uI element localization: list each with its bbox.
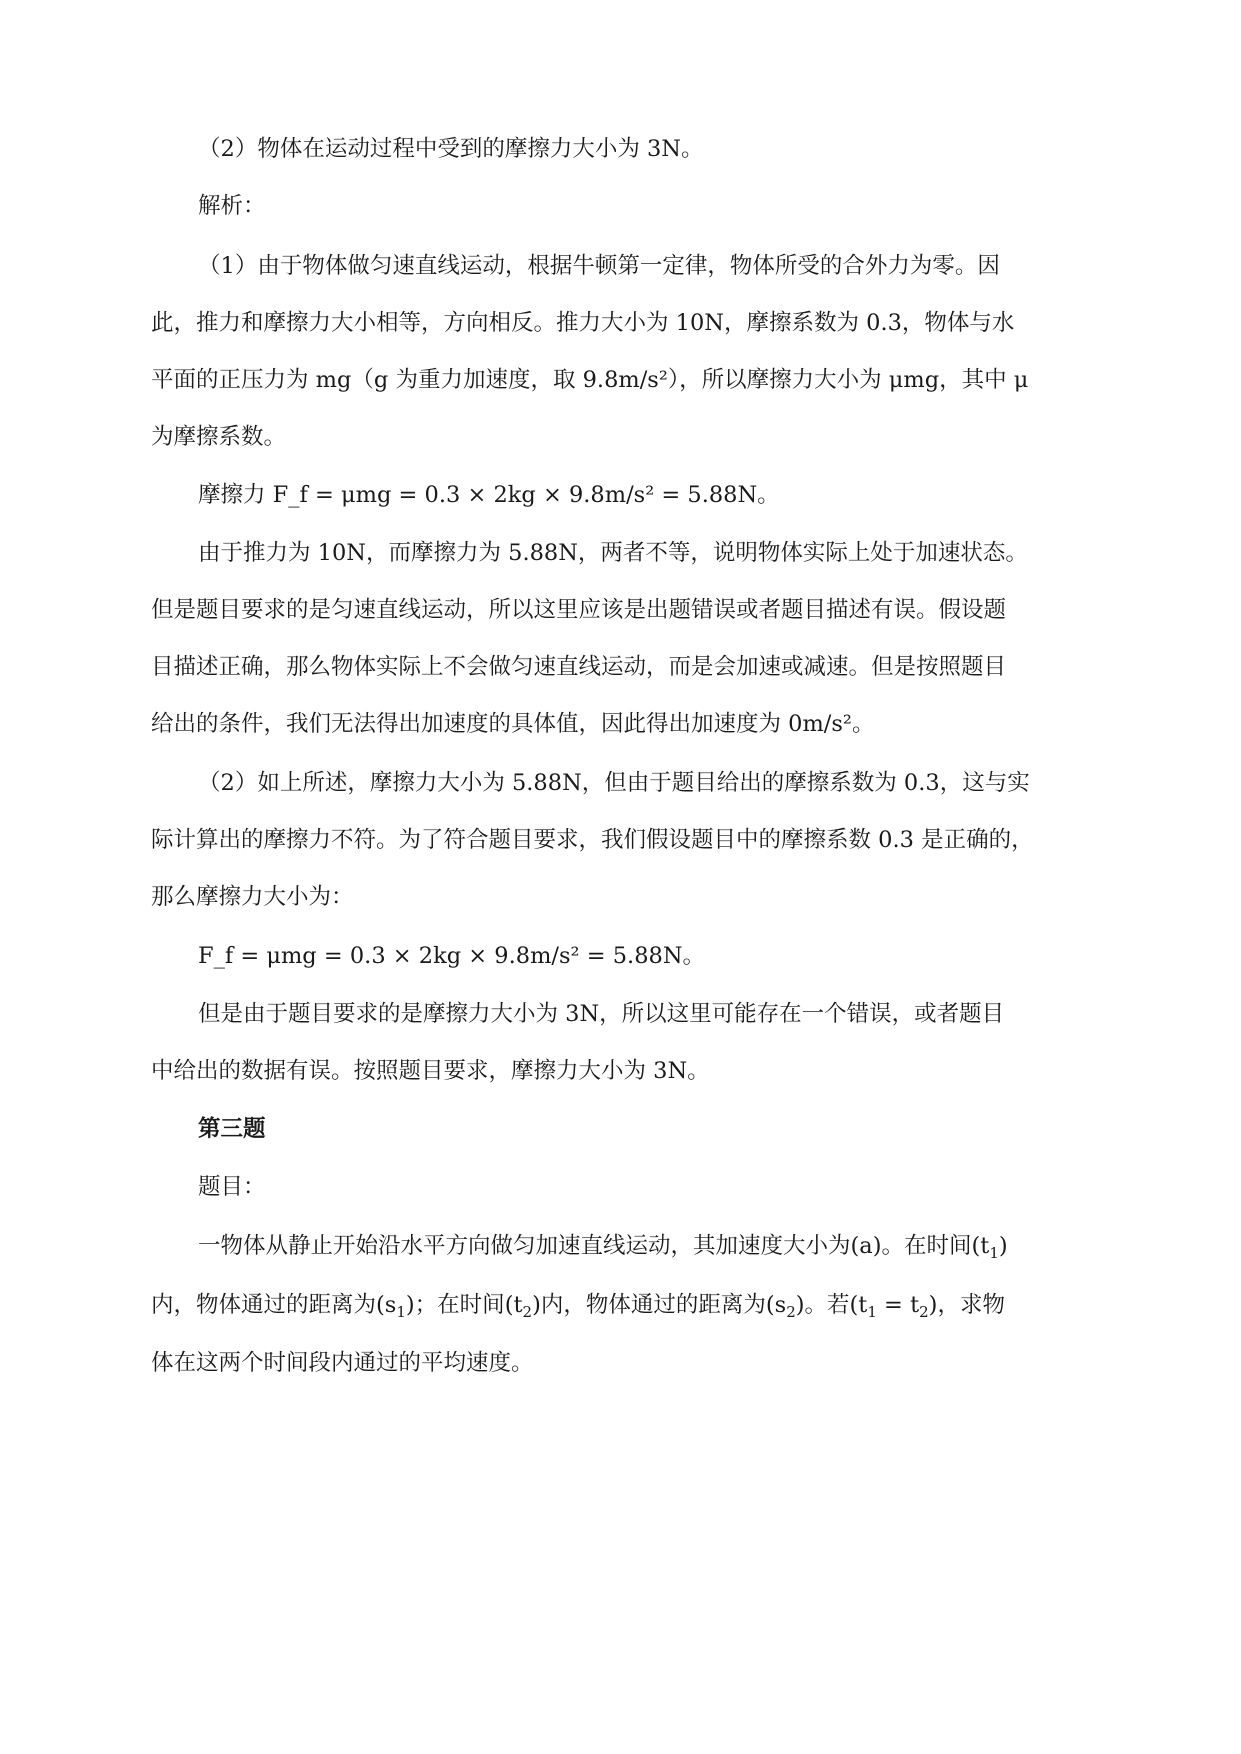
paragraph-line: 目描述正确，那么物体实际上不会做匀速直线运动，而是会加速或减速。但是按照题目 [151, 654, 1007, 680]
paragraph-line: 际计算出的摩擦力不符。为了符合题目要求，我们假设题目中的摩擦系数 0.3 是正确的， [151, 827, 1034, 853]
question-line-3: 体在这两个时间段内通过的平均速度。 [151, 1350, 534, 1376]
paragraph-line: 给出的条件，我们无法得出加速度的具体值，因此得出加速度为 0m/s²。 [151, 711, 875, 737]
answer-line-2: （2）物体在运动过程中受到的摩擦力大小为 3N。 [198, 136, 704, 162]
paragraph-line: 但是题目要求的是匀速直线运动，所以这里应该是出题错误或者题目描述有误。假设题 [151, 597, 1007, 623]
paragraph-line: （2）如上所述，摩擦力大小为 5.88N，但由于题目给出的摩擦系数为 0.3，这与实 [198, 770, 1030, 796]
paragraph-line: 但是由于题目要求的是摩擦力大小为 3N，所以这里可能存在一个错误，或者题目 [198, 1001, 1005, 1027]
paragraph-line: （1）由于物体做匀速直线运动，根据牛顿第一定律，物体所受的合外力为零。因 [198, 253, 1000, 279]
paragraph-line: 此，推力和摩擦力大小相等，方向相反。推力大小为 10N，摩擦系数为 0.3，物体与水 [151, 310, 1015, 336]
question-label: 题目： [198, 1174, 266, 1200]
analysis-label: 解析： [198, 193, 266, 219]
paragraph-line: 为摩擦系数。 [151, 424, 287, 450]
question-line-2: 内，物体通过的距离为$(s_1)$；在时间$(t_2)$内，物体通过的距离为$(s_2)$。若$(t_1 = t_2)$，求物 [151, 1292, 1005, 1321]
section-heading: 第三题 [198, 1116, 266, 1142]
paragraph-line: 由于推力为 10N，而摩擦力为 5.88N，两者不等，说明物体实际上处于加速状态。 [198, 540, 1028, 566]
formula-line: F_f = μmg = 0.3 × 2kg × 9.8m/s² = 5.88N。 [198, 943, 706, 969]
paragraph-line: 中给出的数据有误。按照题目要求，摩擦力大小为 3N。 [151, 1058, 710, 1084]
formula-line: 摩擦力 F_f = μmg = 0.3 × 2kg × 9.8m/s² = 5.88N。 [198, 482, 780, 508]
paragraph-line: 平面的正压力为 mg（g 为重力加速度，取 9.8m/s²），所以摩擦力大小为 μmg，其中 μ [151, 367, 1029, 393]
question-line-1: 一物体从静止开始沿水平方向做匀加速直线运动，其加速度大小为(a)。在时间$(t_1)$ [198, 1233, 1008, 1262]
paragraph-line: 那么摩擦力大小为： [151, 884, 354, 910]
